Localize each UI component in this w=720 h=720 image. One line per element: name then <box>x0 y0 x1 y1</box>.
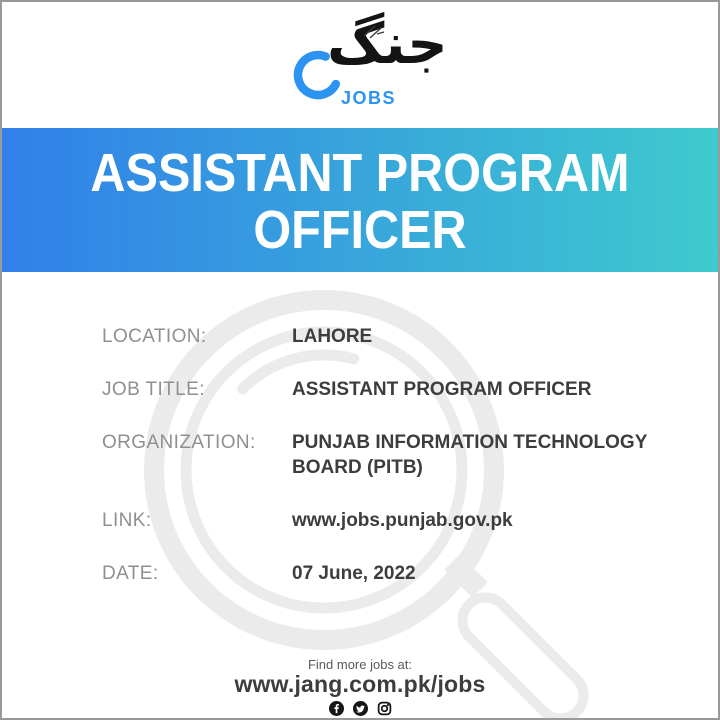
footer-url: www.jang.com.pk/jobs <box>234 671 486 697</box>
twitter-icon[interactable] <box>353 701 368 716</box>
footer <box>2 657 718 716</box>
jang-urdu-wordmark: جنگ <box>327 12 448 77</box>
detail-value: LAHORE <box>292 326 373 347</box>
detail-row-job-title <box>102 377 704 402</box>
detail-row-date <box>102 561 704 586</box>
instagram-icon[interactable] <box>377 701 392 716</box>
detail-label: DATE: <box>102 563 159 584</box>
detail-label: LINK: <box>102 510 152 531</box>
detail-label: LOCATION: <box>102 326 207 347</box>
detail-value: ASSISTANT PROGRAM OFFICER <box>292 379 592 400</box>
detail-label: JOB TITLE: <box>102 379 205 400</box>
social-icons <box>2 701 718 716</box>
detail-row-organization <box>102 430 704 480</box>
facebook-icon[interactable] <box>329 701 344 716</box>
detail-label: ORGANIZATION: <box>102 432 256 453</box>
calligraphy-flourish-icon <box>361 20 387 42</box>
detail-row-location <box>102 324 704 349</box>
jang-jobs-logo <box>285 12 448 116</box>
detail-row-link <box>102 508 704 533</box>
jobs-wordmark: JOBS <box>341 88 397 108</box>
job-details <box>102 324 704 614</box>
footer-tagline: Find more jobs at: <box>307 657 413 672</box>
detail-value: 07 June, 2022 <box>292 563 416 584</box>
detail-value-link: www.jobs.punjab.gov.pk <box>292 510 513 531</box>
job-title-heading: ASSISTANT PROGRAM OFFICER <box>90 142 630 260</box>
title-banner <box>2 128 718 272</box>
detail-value: PUNJAB INFORMATION TECHNOLOGY BOARD (PITB) <box>292 432 648 478</box>
